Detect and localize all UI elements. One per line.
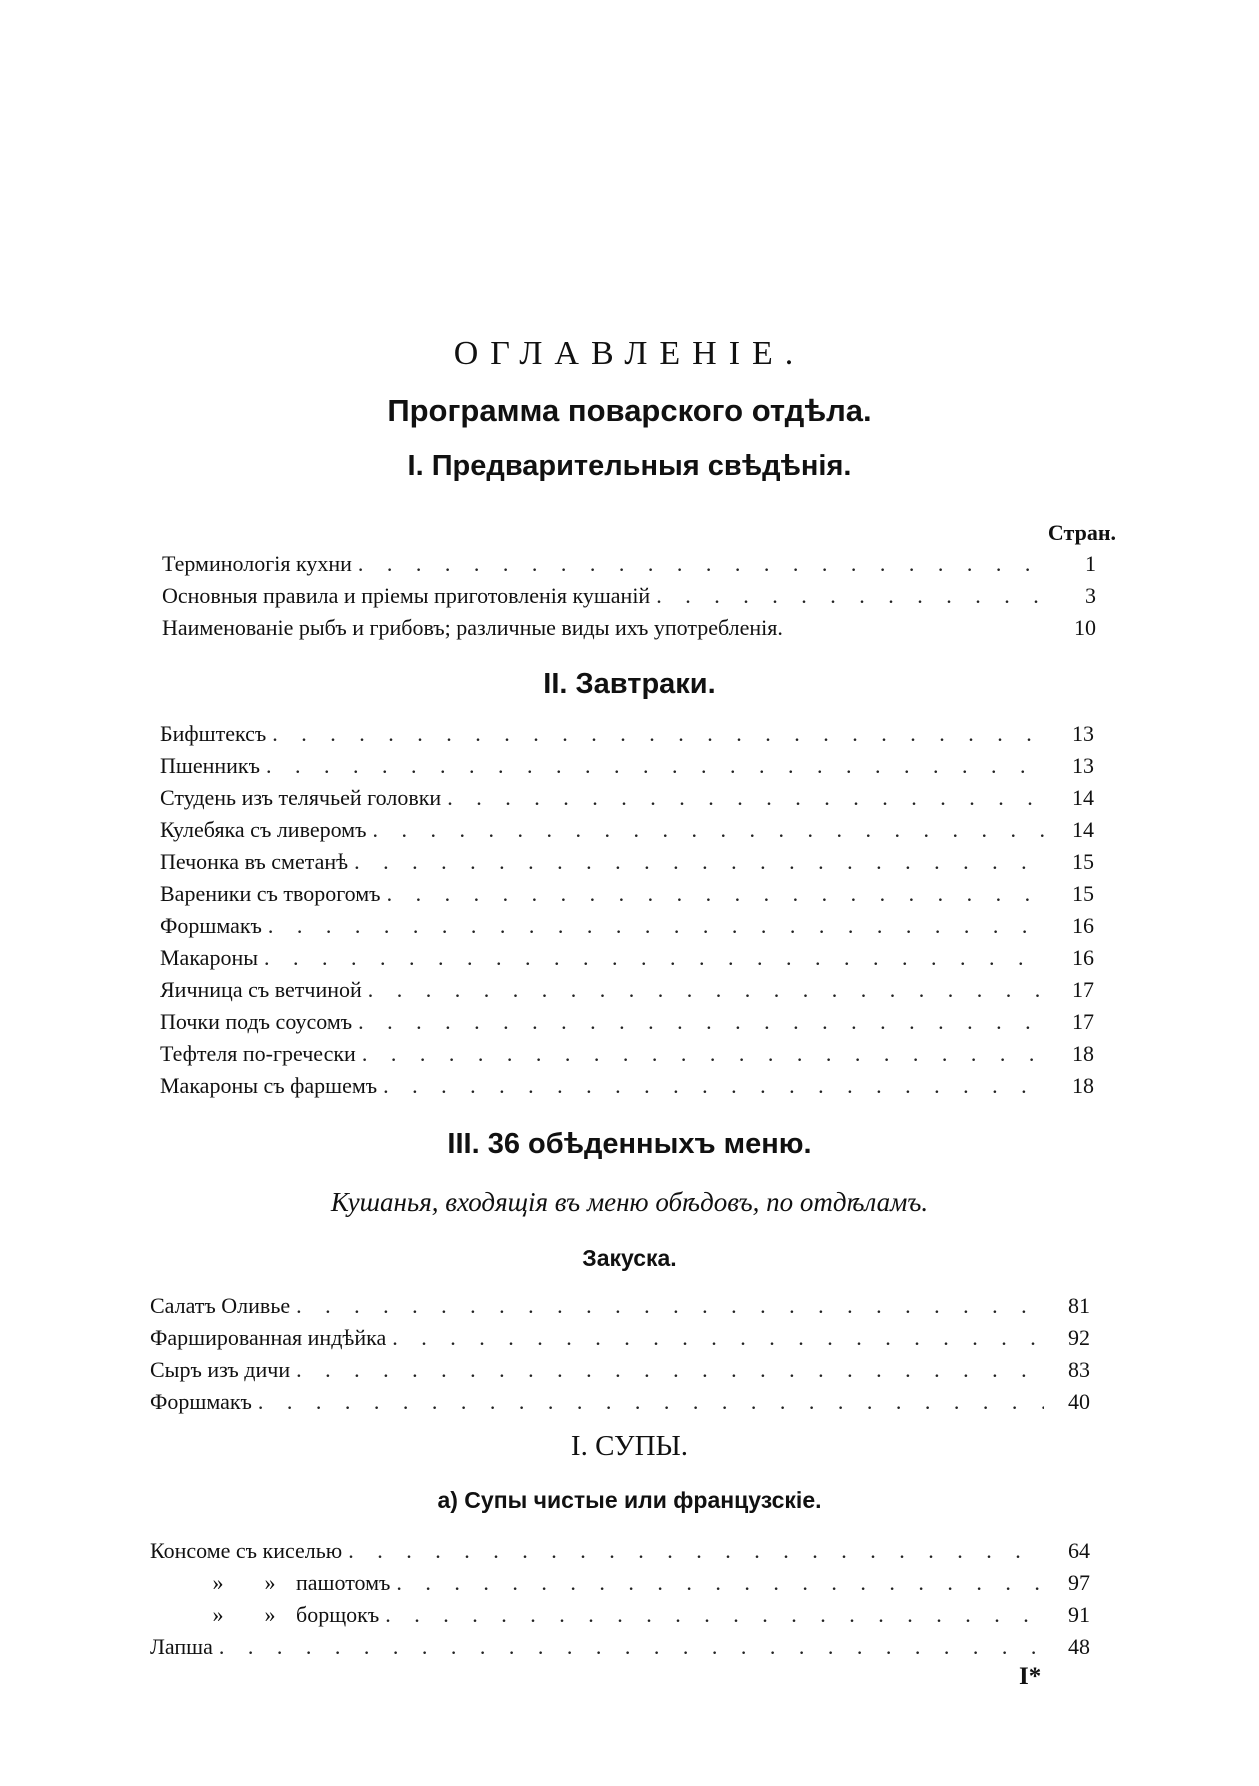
leader-dots: [656, 580, 1050, 612]
ditto-mark: »: [264, 1602, 276, 1627]
leader-dots: [272, 718, 1048, 750]
toc-row: [160, 974, 1094, 1006]
toc-label: Тефтеля по-гречески: [160, 1041, 356, 1066]
leader-dots: [264, 942, 1048, 974]
ditto-mark: »: [264, 1570, 276, 1595]
page-title: ОГЛАВЛЕНІЕ.: [453, 335, 806, 372]
leader-dots: [266, 750, 1048, 782]
toc-page-number: 10: [1074, 615, 1096, 640]
leader-dots: [219, 1631, 1044, 1663]
toc-page-number: 14: [1072, 785, 1094, 810]
toc-label: Почки подъ соусомъ: [160, 1009, 353, 1034]
toc-row: [150, 1354, 1090, 1386]
toc-page-number: 64: [1068, 1538, 1090, 1563]
toc-page-number: 83: [1068, 1357, 1090, 1382]
toc-label: пашотомъ: [296, 1570, 391, 1595]
section-1-heading: I. Предварительныя свѣдѣнія.: [407, 450, 852, 482]
toc-row: [150, 1386, 1090, 1418]
toc-label: Форшмакъ: [160, 913, 262, 938]
toc-page-number: 18: [1072, 1073, 1094, 1098]
toc-row: [150, 1322, 1090, 1354]
toc-label: Вареники съ творогомъ: [160, 881, 381, 906]
toc-row: [150, 1599, 1090, 1631]
leader-dots: [392, 1322, 1044, 1354]
leader-dots: [268, 910, 1048, 942]
toc-row: [160, 878, 1094, 910]
toc-label: Печонка въ сметанѣ: [160, 849, 349, 874]
toc-page-number: 97: [1068, 1570, 1090, 1595]
toc-page-number: 17: [1072, 1009, 1094, 1034]
leader-dots: [396, 1567, 1044, 1599]
leader-dots: [383, 1070, 1048, 1102]
toc-row: [150, 1535, 1090, 1567]
leader-dots: [258, 1386, 1044, 1418]
toc-page-number: 40: [1068, 1389, 1090, 1414]
toc-label: Основныя правила и пріемы приготовленія кушаній: [162, 583, 651, 608]
toc-page-number: 3: [1085, 583, 1096, 608]
toc-label: Лапша: [150, 1634, 213, 1659]
page-column-label: Стран.: [1047, 520, 1116, 545]
toc-row: [162, 548, 1096, 580]
toc-row: [162, 580, 1096, 612]
page-subtitle: Программа поварского отдѣла.: [387, 393, 872, 428]
toc-label: Яичница съ ветчиной: [160, 977, 362, 1002]
toc-row: [160, 1006, 1094, 1038]
toc-page-number: 16: [1072, 913, 1094, 938]
toc-row: [160, 814, 1094, 846]
section-2-heading: II. Завтраки.: [543, 668, 716, 700]
toc-page-number: 14: [1072, 817, 1094, 842]
toc-label: Фаршированная индѣйка: [150, 1325, 387, 1350]
toc-row: [160, 1070, 1094, 1102]
toc-label: Макароны: [160, 945, 259, 970]
toc-page-number: 18: [1072, 1041, 1094, 1066]
toc-row: [150, 1290, 1090, 1322]
zakuska-heading: Закуска.: [582, 1245, 677, 1271]
toc-row: [160, 910, 1094, 942]
soups-subheading: а) Супы чистые или французскіе.: [437, 1487, 822, 1513]
toc-row: [150, 1567, 1090, 1599]
section-1-list: [162, 548, 1096, 644]
toc-row: [150, 1631, 1090, 1663]
toc-page-number: 48: [1068, 1634, 1090, 1659]
toc-row: [160, 1038, 1094, 1070]
leader-dots: [368, 974, 1048, 1006]
leader-dots: [358, 548, 1050, 580]
toc-page-number: 15: [1072, 849, 1094, 874]
soups-heading: I. СУПЫ.: [570, 1430, 689, 1462]
toc-page-number: 13: [1072, 753, 1094, 778]
toc-row: [160, 846, 1094, 878]
leader-dots: [447, 782, 1048, 814]
leader-dots: [385, 1599, 1044, 1631]
toc-label: Бифштексъ: [160, 721, 267, 746]
toc-page-number: 81: [1068, 1293, 1090, 1318]
toc-row: [160, 718, 1094, 750]
toc-row: [162, 612, 1096, 644]
leader-dots: [387, 878, 1048, 910]
toc-label: Форшмакъ: [150, 1389, 252, 1414]
leader-dots: [354, 846, 1048, 878]
toc-label: Терминологія кухни: [162, 551, 352, 576]
toc-label: Кулебяка съ ливеромъ: [160, 817, 367, 842]
ditto-mark: »: [212, 1570, 224, 1595]
toc-row: [160, 782, 1094, 814]
leader-dots: [296, 1354, 1044, 1386]
toc-label: борщокъ: [296, 1602, 380, 1627]
toc-label: Макароны съ фаршемъ: [160, 1073, 378, 1098]
toc-row: [160, 750, 1094, 782]
toc-page-number: 1: [1085, 551, 1096, 576]
toc-page-number: 92: [1068, 1325, 1090, 1350]
leader-dots: [358, 1006, 1048, 1038]
toc-page-number: 16: [1072, 945, 1094, 970]
toc-label: Консоме съ киселью: [150, 1538, 343, 1563]
section-3-italic-subtitle: Кушанья, входящія въ меню обѣдовъ, по отдѣламъ.: [330, 1187, 929, 1217]
zakuska-list: [150, 1290, 1090, 1418]
ditto-mark: »: [212, 1602, 224, 1627]
signature-mark: I*: [1019, 1663, 1042, 1690]
section-3-heading: III. 36 обѣденныхъ меню.: [447, 1128, 812, 1160]
leader-dots: [362, 1038, 1048, 1070]
toc-label: Сыръ изъ дичи: [150, 1357, 291, 1382]
toc-page-number: 15: [1072, 881, 1094, 906]
toc-page-number: 13: [1072, 721, 1094, 746]
toc-row: [160, 942, 1094, 974]
toc-label: Пшенникъ: [160, 753, 260, 778]
leader-dots: [296, 1290, 1044, 1322]
toc-label: Студень изъ телячьей головки: [160, 785, 442, 810]
soups-list: [150, 1535, 1090, 1663]
toc-label: Наименованіе рыбъ и грибовъ; различные виды ихъ употребленія.: [162, 615, 783, 640]
toc-page-number: 17: [1072, 977, 1094, 1002]
section-2-list: [160, 718, 1094, 1102]
leader-dots: [372, 814, 1048, 846]
toc-label: Салатъ Оливье: [150, 1293, 291, 1318]
toc-page-number: 91: [1068, 1602, 1090, 1627]
leader-dots: [348, 1535, 1044, 1567]
